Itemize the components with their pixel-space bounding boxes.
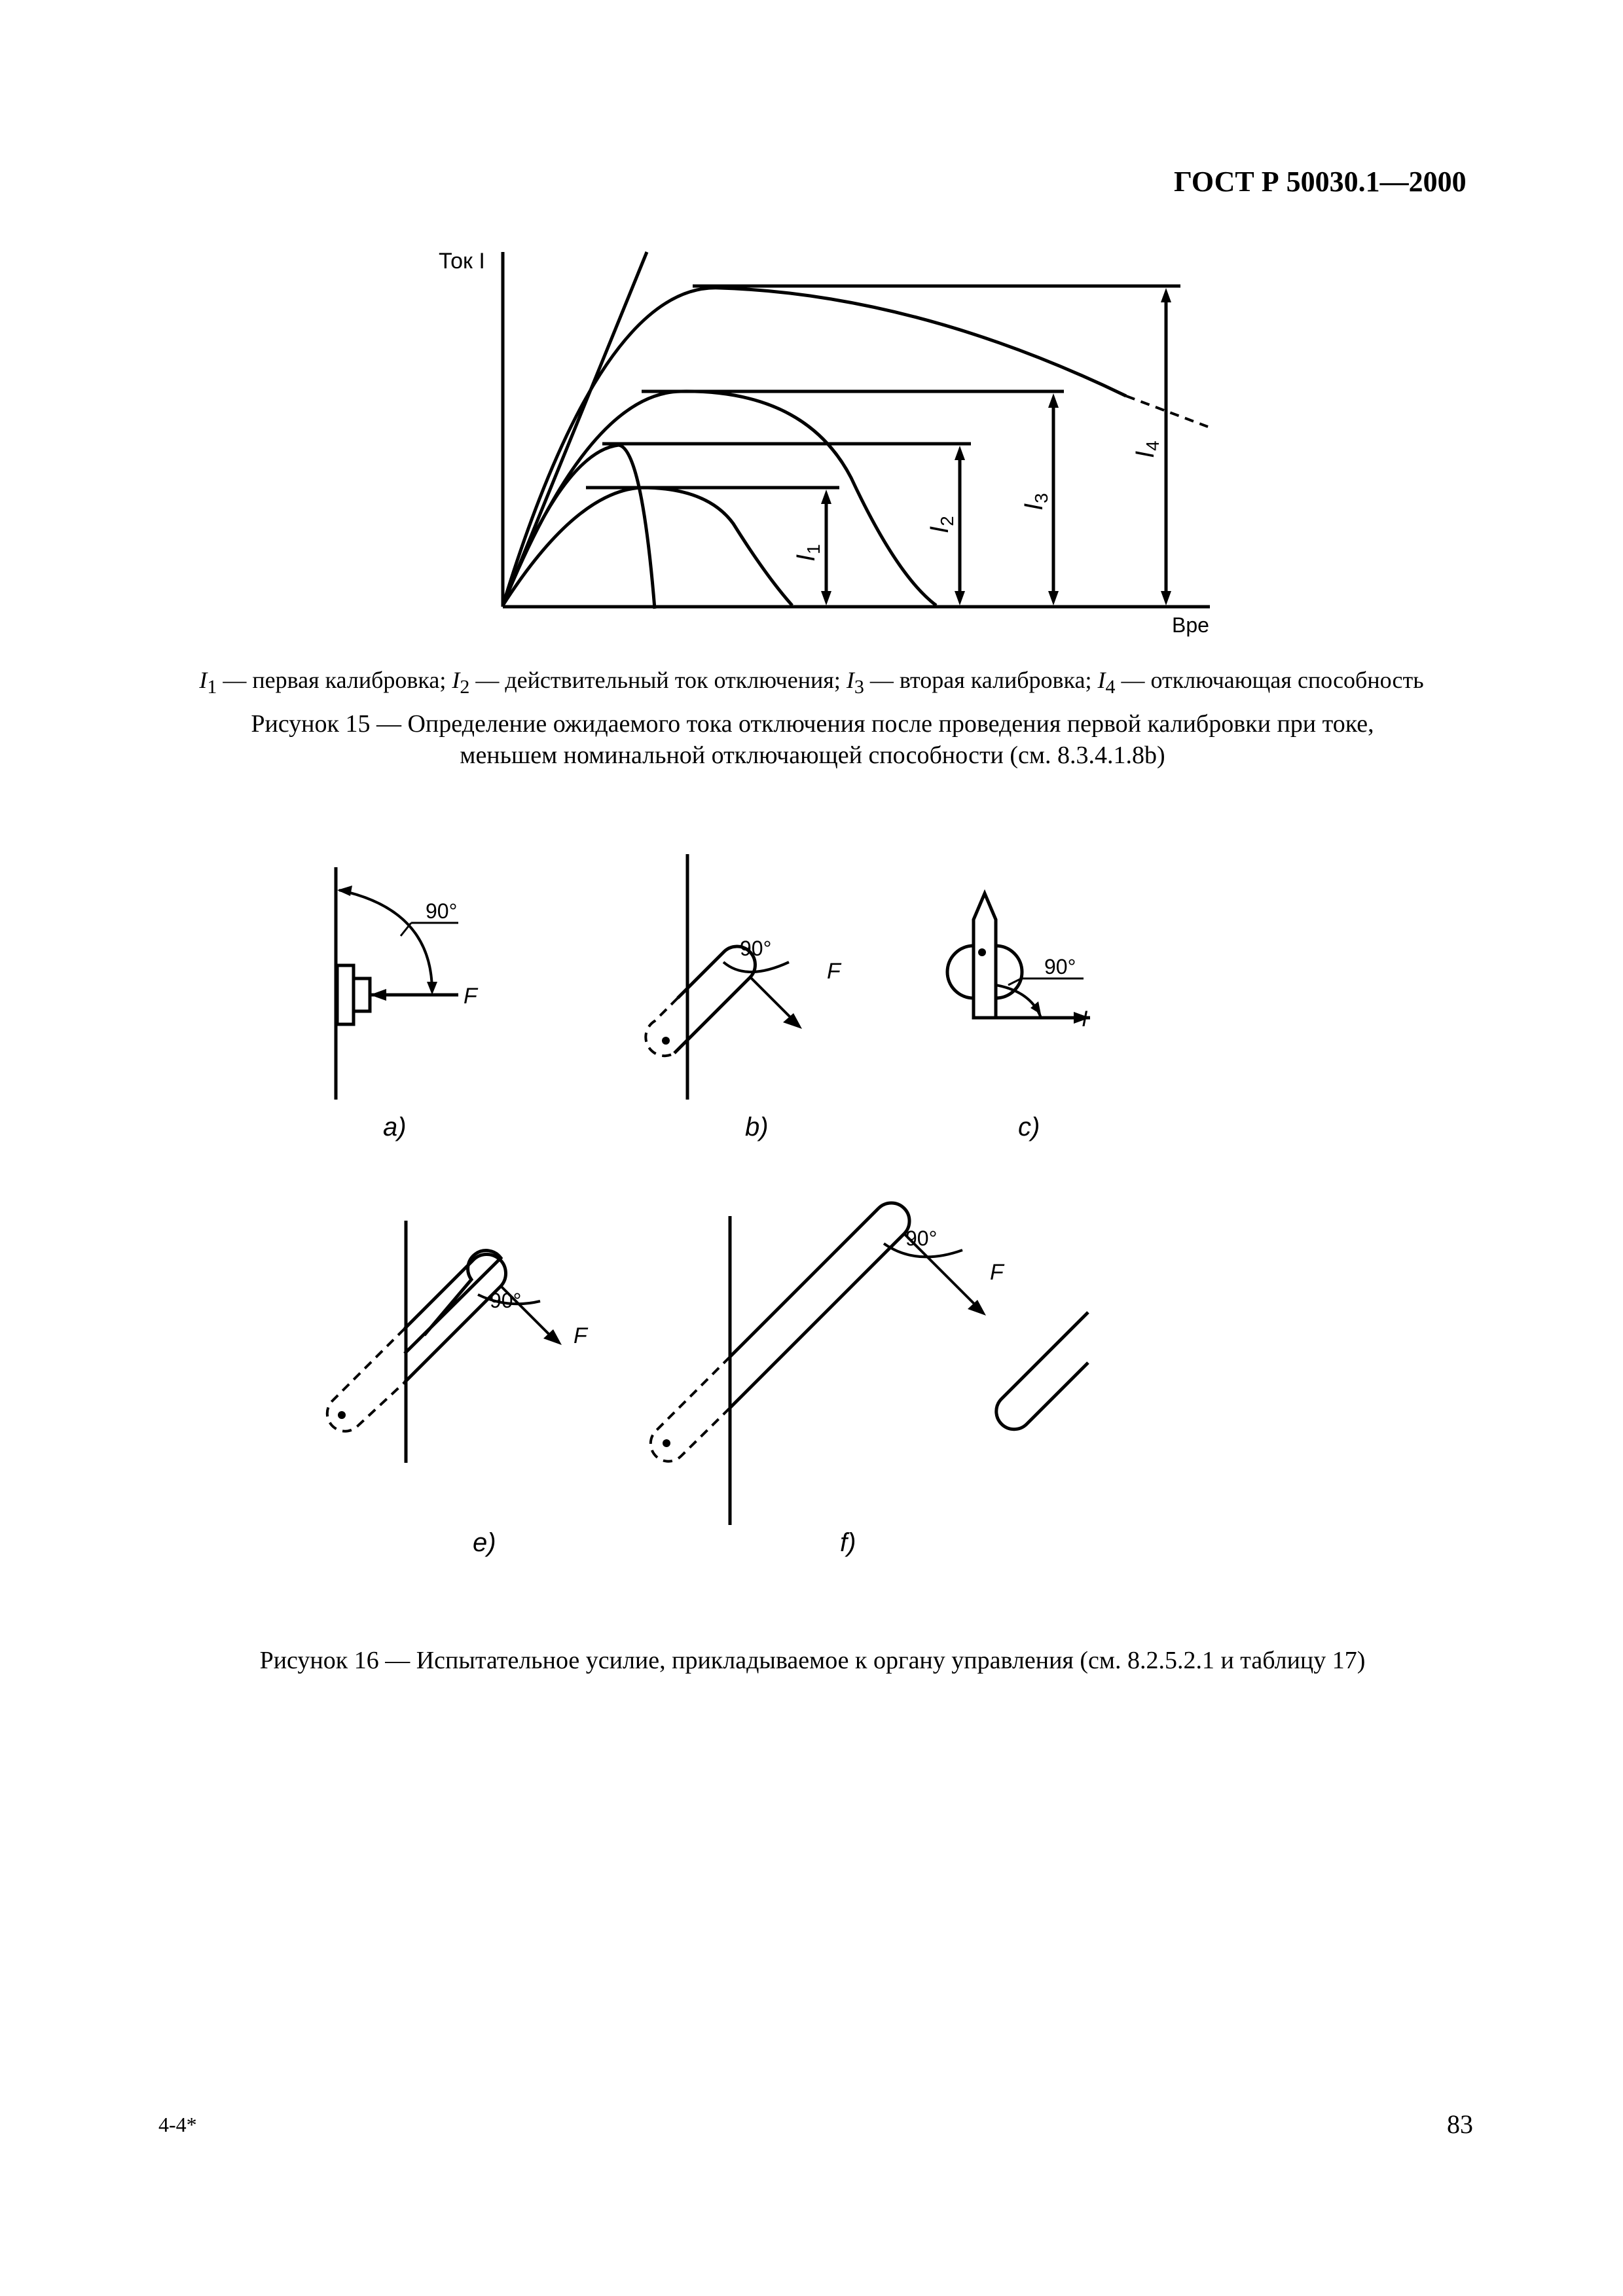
arrowhead-i2-bottom [955,591,965,605]
diagram-e-force-label: F [574,1323,587,1348]
legend-text-1: — первая калибровка; [217,667,452,693]
standard-header: ГОСТ Р 50030.1—2000 [1174,166,1467,198]
figure-15-caption-line2: меньшем номинальной отключающей способности (см. 8.3.4.1.8b) [460,742,1165,769]
diagram-c-pivot [978,948,986,956]
figure-16-diagrams [0,818,1623,1604]
arrowhead-i2-top [955,446,965,460]
arrowhead-i3-bottom [1048,591,1059,605]
figure-16-caption: Рисунок 16 — Испытательное усилие, прикладываемое к органу управления (см. 8.2.5.2.1 и таблицу 17) [259,1647,1366,1674]
diagram-a-label: a) [383,1113,407,1141]
legend-sym-2: I [452,667,460,693]
legend-text-2: — действительный ток отключения; [469,667,847,693]
legend-sub-1: 1 [207,676,217,698]
diagram-f-pivot [663,1439,670,1447]
diagram-a-arrowhead-force [370,989,386,1001]
legend-sub-2: 2 [460,676,470,698]
y-axis-label: Ток I [439,249,485,274]
diagram-a-angle-label: 90° [426,899,458,923]
diagram-e-label: e) [473,1528,496,1557]
diagram-c-force-label: I [1082,1007,1088,1031]
curve-i2 [503,445,655,609]
label-i2: $I_2$ [925,516,957,533]
label-i3: $I_3$ [1019,493,1051,511]
diagram-e-pivot [338,1411,346,1419]
arrowhead-i1-bottom [821,591,831,605]
diagram-b-pivot [662,1037,670,1045]
diagram-b [646,854,807,1100]
diagram-b-force-label: F [827,959,841,984]
diagram-f-arrowhead-force [968,1300,986,1316]
page-number: 83 [1447,2109,1473,2139]
legend-sym-3: I [846,667,854,693]
label-i1: $I_1$ [792,544,824,562]
diagram-e [327,1221,549,1463]
figure-15-legend [0,666,1623,698]
figure-15-graph [0,0,1623,655]
diagram-c-label: c) [1018,1113,1040,1141]
diagram-b-label: b) [745,1113,769,1141]
arrowhead-i4-top [1161,288,1171,302]
diagram-a-arrowhead-angle-top [337,886,352,896]
arrowhead-i4-bottom [1161,591,1171,605]
arrowhead-i3-top [1048,393,1059,408]
diagram-f-label: f) [840,1528,856,1557]
diagram-b-arrowhead-force [783,1013,802,1029]
legend-sym-1: I [199,667,208,693]
diagram-c-angle-label: 90° [1044,955,1076,978]
footer-mark: 4-4* [158,2113,197,2136]
diagram-f-angle-label: 90° [905,1227,938,1250]
diagram-f [651,1179,1088,1525]
legend-text-4: — отключающая способность [1115,667,1424,693]
diagram-b-angle-label: 90° [740,937,772,960]
diagram-a-arrowhead-angle [427,982,437,995]
diagram-f-force-label: F [990,1260,1004,1285]
curve-i3 [503,391,936,605]
legend-text-3: — вторая калибровка; [864,667,1098,693]
label-i4: $I_4$ [1131,440,1163,458]
figure-15-caption [155,708,1470,771]
diagram-a-force-label: F [464,984,477,1009]
figure-15-caption-line1: Рисунок 15 — Определение ожидаемого тока отключения после проведения первой калибровки при токе, [251,710,1374,738]
legend-sym-4: I [1097,667,1106,693]
diagram-e-angle-label: 90° [490,1289,522,1312]
x-axis-label: Вре [1172,613,1209,637]
legend-sub-3: 3 [854,676,864,698]
legend-sub-4: 4 [1105,676,1116,698]
arrowhead-i1-top [821,490,831,504]
